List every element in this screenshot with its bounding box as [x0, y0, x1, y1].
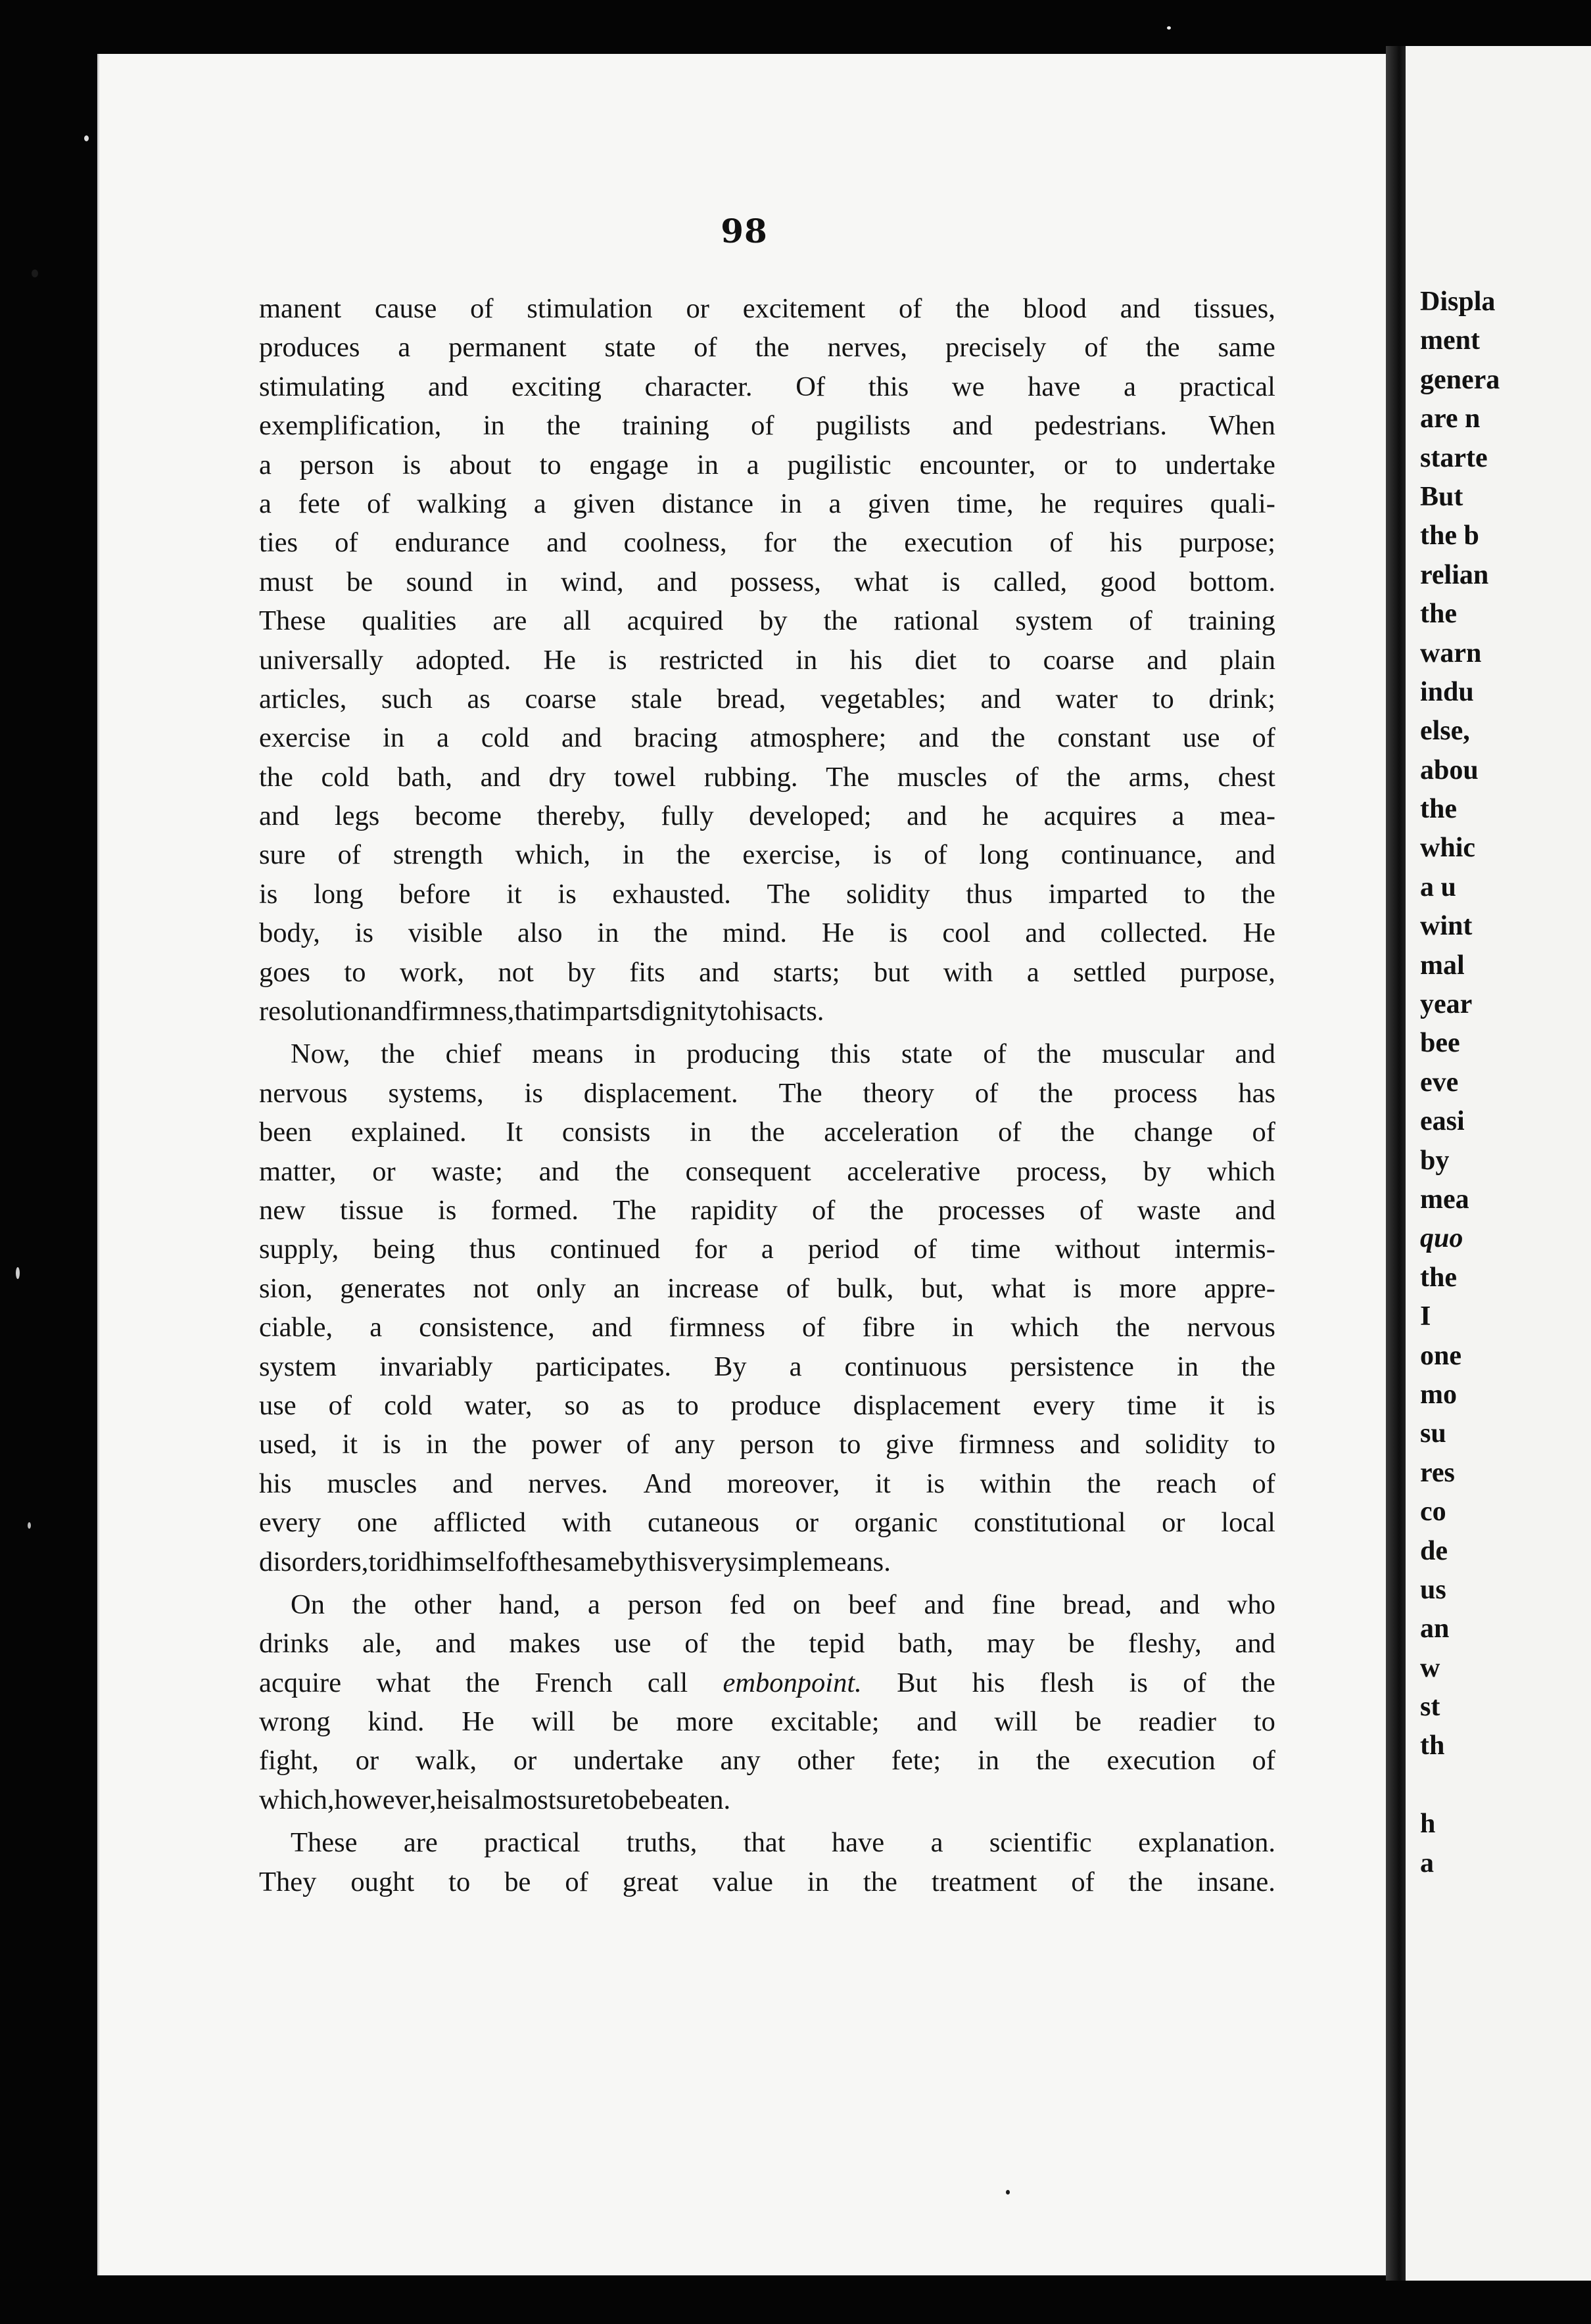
- facing-text-fragment: But: [1420, 481, 1463, 512]
- text-line: wrong kind. He will be more excitable; and will be readier to: [259, 1706, 1275, 1738]
- facing-text-fragment: warn: [1420, 638, 1482, 668]
- text-line: which, however, he is almost sure to be beaten.: [259, 1784, 731, 1815]
- facing-text-fragment: abou: [1420, 755, 1479, 785]
- facing-text-fragment: us: [1420, 1574, 1446, 1605]
- body-text: [259, 289, 1275, 1901]
- facing-text-fragment: ment: [1420, 325, 1480, 356]
- facing-text-fragment: [1420, 1766, 1500, 1805]
- facing-text-fragment: mea: [1420, 1184, 1469, 1215]
- text-line: These qualities are all acquired by the rational system of training: [259, 605, 1275, 637]
- facing-text-fragment: easi: [1420, 1106, 1465, 1137]
- facing-text-fragment: a: [1420, 1848, 1434, 1878]
- scan-speck: [1006, 2190, 1010, 2195]
- text-line: produces a permanent state of the nerves, precisely of the same: [259, 332, 1275, 363]
- text-line: articles, such as coarse stale bread, vegetables; and water to drink;: [259, 683, 1275, 714]
- facing-text-fragment: eve: [1420, 1067, 1459, 1098]
- facing-text-fragment: wint: [1420, 911, 1473, 942]
- scan-speck: [28, 1522, 31, 1529]
- facing-text-fragment: Displa: [1420, 287, 1496, 317]
- text-line: been explained. It consists in the acceleration of the change of: [259, 1117, 1275, 1148]
- text-line: goes to work, not by fits and starts; but with a settled purpose,: [259, 956, 1275, 988]
- text-line: stimulating and exciting character. Of this we have a practical: [259, 371, 1275, 402]
- text-line: sion, generates not only an increase of bulk, but, what is more appre-: [259, 1272, 1275, 1304]
- facing-text-fragment: the: [1420, 1262, 1457, 1293]
- facing-text-fragment: bee: [1420, 1028, 1460, 1059]
- text-line: is long before it is exhausted. The solidity thus imparted to the: [259, 878, 1275, 910]
- facing-text-fragment: su: [1420, 1418, 1446, 1449]
- text-line: drinks ale, and makes use of the tepid bath, may be fleshy, and: [259, 1628, 1275, 1660]
- text-line: use of cold water, so as to produce displacement every time it is: [259, 1389, 1275, 1421]
- facing-text-fragment: one: [1420, 1340, 1461, 1371]
- facing-text-fragment: an: [1420, 1614, 1450, 1644]
- text-line: On the other hand, a person fed on beef and fine bread, and who: [291, 1589, 1275, 1620]
- text-line: system invariably participates. By a continuous persistence in the: [259, 1351, 1275, 1382]
- facing-text-fragment: relian: [1420, 559, 1489, 590]
- text-line: acquire what the French call embonpoint. But his flesh is of the: [259, 1667, 1275, 1698]
- text-line: They ought to be of great value in the treatment of the insane.: [259, 1866, 1275, 1897]
- facing-text-fragment: co: [1420, 1497, 1446, 1527]
- facing-text-fragment: de: [1420, 1535, 1448, 1566]
- text-line: universally adopted. He is restricted in his diet to coarse and plain: [259, 644, 1275, 676]
- facing-text-fragment: else,: [1420, 716, 1470, 747]
- facing-text-fragment: th: [1420, 1731, 1445, 1761]
- facing-text-fragment: quo: [1420, 1223, 1463, 1254]
- facing-text-fragment: a u: [1420, 872, 1456, 902]
- facing-text-fragment: whic: [1420, 833, 1475, 864]
- book-gutter: [1386, 46, 1408, 2281]
- facing-text-fragment: w: [1420, 1652, 1440, 1683]
- scan-speck: [84, 135, 89, 141]
- scan-speck: [32, 269, 38, 277]
- text-line: and legs become thereby, fully developed; and he acquires a mea-: [259, 801, 1275, 832]
- text-line: exemplification, in the training of pugilists and pedestrians. When: [259, 410, 1275, 442]
- facing-text-fragment: year: [1420, 989, 1473, 1020]
- scan-speck: [16, 1267, 20, 1279]
- text-line: ties of endurance and coolness, for the execution of his purpose;: [259, 527, 1275, 559]
- text-line: new tissue is formed. The rapidity of the processes of waste and: [259, 1194, 1275, 1226]
- facing-text-fragment: the: [1420, 599, 1457, 630]
- page-number: 98: [721, 212, 768, 250]
- text-line: nervous systems, is displacement. The theory of the process has: [259, 1077, 1275, 1109]
- text-line: every one afflicted with cutaneous or organic constitutional or local: [259, 1507, 1275, 1539]
- text-line: exercise in a cold and bracing atmosphere; and the constant use of: [259, 722, 1275, 754]
- text-line: his muscles and nerves. And moreover, it is within the reach of: [259, 1468, 1275, 1499]
- facing-text-fragment: mo: [1420, 1379, 1457, 1410]
- text-line: These are practical truths, that have a scientific explanation.: [291, 1827, 1275, 1859]
- facing-text-fragment: res: [1420, 1457, 1455, 1488]
- text-line: matter, or waste; and the consequent accelerative process, by which: [259, 1155, 1275, 1187]
- facing-text-fragment: h: [1420, 1809, 1436, 1840]
- facing-text-fragment: indu: [1420, 676, 1474, 707]
- text-line: resolution and firmness, that imparts dignity to his acts.: [259, 996, 824, 1027]
- text-line: Now, the chief means in producing this state of the muscular and: [291, 1038, 1275, 1070]
- text-line: the cold bath, and dry towel rubbing. The muscles of the arms, chest: [259, 761, 1275, 793]
- text-line: manent cause of stimulation or excitement of the blood and tissues,: [259, 293, 1275, 324]
- text-line: a fete of walking a given distance in a given time, he requires quali-: [259, 488, 1275, 519]
- text-line: body, is visible also in the mind. He is cool and collected. He: [259, 918, 1275, 949]
- text-line: supply, being thus continued for a period of time without intermis-: [259, 1234, 1275, 1265]
- facing-text-fragment: the b: [1420, 521, 1479, 551]
- scan-speck: [1167, 26, 1171, 30]
- facing-text-fragment: starte: [1420, 442, 1488, 473]
- facing-text-fragment: genera: [1420, 364, 1500, 395]
- facing-text-fragment: are n: [1420, 404, 1481, 434]
- text-line: used, it is in the power of any person to give firmness and solidity to: [259, 1429, 1275, 1460]
- facing-text-fragment: mal: [1420, 950, 1465, 981]
- text-line: fight, or walk, or undertake any other fete; in the execution of: [259, 1745, 1275, 1777]
- text-line: ciable, a consistence, and firmness of fibre in which the nervous: [259, 1312, 1275, 1343]
- text-line: disorders, to rid himself of the same by this very simple means.: [259, 1546, 891, 1577]
- text-line: a person is about to engage in a pugilistic encounter, or to undertake: [259, 449, 1275, 480]
- facing-text-fragment: st: [1420, 1692, 1440, 1723]
- facing-page-text: [1420, 283, 1500, 1883]
- facing-text-fragment: by: [1420, 1145, 1450, 1176]
- facing-text-fragment: the: [1420, 794, 1457, 825]
- text-line: must be sound in wind, and possess, what is called, good bottom.: [259, 566, 1275, 597]
- facing-text-fragment: I: [1420, 1301, 1431, 1332]
- text-line: sure of strength which, in the exercise, is of long continuance, and: [259, 839, 1275, 871]
